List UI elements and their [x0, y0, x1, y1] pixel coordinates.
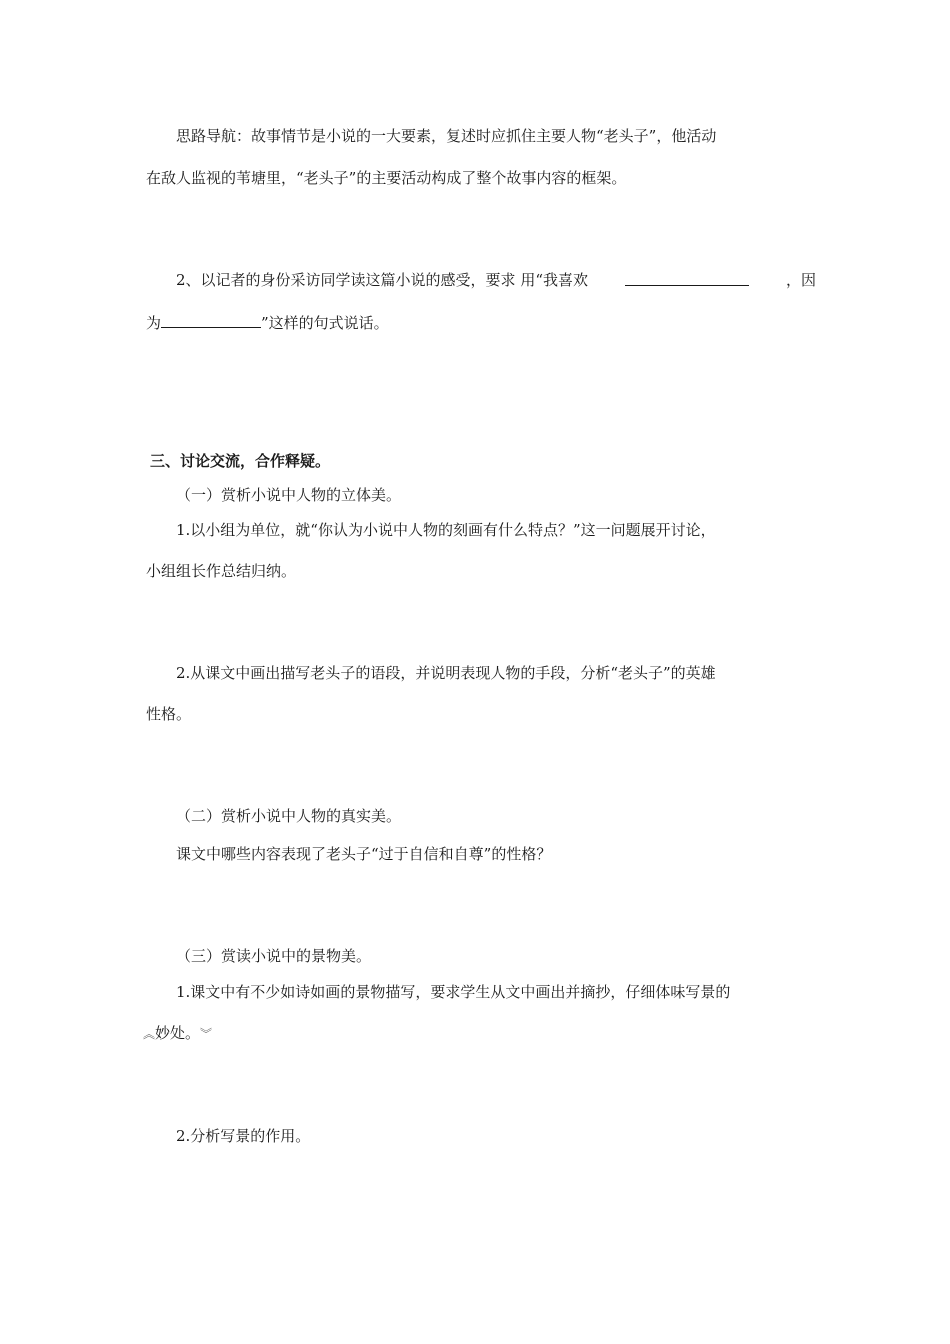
- answer-blank-like: [625, 270, 749, 286]
- subsection-1-item-1-line-2: 小组组长作总结归纳。: [146, 562, 297, 580]
- subsection-2-item-1: 课文中哪些内容表现了老头子“过于自信和自尊”的性格？: [176, 845, 552, 863]
- subsection-3-title: （三）赏读小说中的景物美。: [176, 947, 372, 965]
- question-2-text-d: ”这样的句式说话。: [261, 314, 389, 332]
- answer-blank-because: [161, 312, 261, 328]
- scroll-down-mark-icon: ︾: [200, 1027, 213, 1041]
- subsection-3-item-1-line-1: 1.课文中有不少如诗如画的景物描写，要求学生从文中画出并摘抄，仔细体味写景的: [176, 983, 731, 1001]
- guide-line-2: 在敌人监视的苇塘里，“老头子”的主要活动构成了整个故事内容的框架。: [146, 169, 627, 187]
- section-3-heading: 三、讨论交流，合作释疑。: [150, 452, 331, 470]
- subsection-1-item-1-line-1: 1.以小组为单位，就“你认为小说中人物的刻画有什么特点？”这一问题展开讨论，: [176, 521, 716, 539]
- question-2-line-2: [146, 312, 816, 333]
- subsection-3-item-2: 2.分析写景的作用。: [176, 1127, 311, 1145]
- guide-line-1: 思路导航：故事情节是小说的一大要素，复述时应抓住主要人物“老头子”，他活动: [176, 127, 717, 145]
- subsection-1-title: （一）赏析小说中人物的立体美。: [176, 486, 402, 504]
- subsection-1-item-2-line-2: 性格。: [146, 705, 192, 723]
- question-2-line-1: [176, 270, 816, 290]
- subsection-3-item-1-text: 妙处。: [155, 1024, 201, 1042]
- question-2-text-c: 为: [146, 314, 162, 332]
- subsection-2-title: （二）赏析小说中人物的真实美。: [176, 807, 402, 825]
- scroll-up-mark-icon: ︽: [143, 1027, 156, 1041]
- subsection-1-item-2-line-1: 2.从课文中画出描写老头子的语段，并说明表现人物的手段，分析“老头子”的英雄: [176, 664, 716, 682]
- question-2-text-a: 2、以记者的身份采访同学读这篇小说的感受，要求 用“我喜欢: [176, 271, 588, 289]
- question-2-text-b: ，因: [785, 271, 816, 289]
- subsection-3-item-1-line-2: [143, 1023, 813, 1044]
